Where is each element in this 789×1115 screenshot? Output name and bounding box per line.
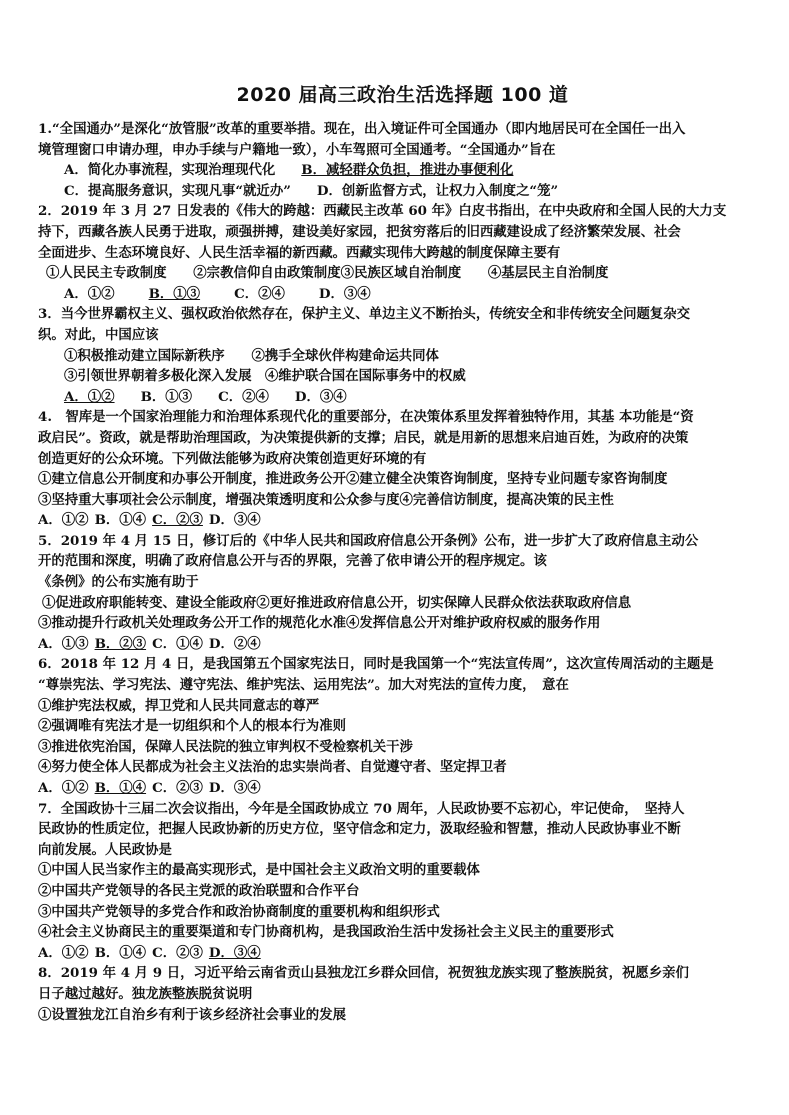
q3-option-c: C．②④: [218, 388, 269, 405]
q2-option-d: D．③④: [318, 285, 371, 302]
q6-stem-line-1: 6．2018 年 12 月 4 日，是我国第五个国家宪法日，同时是我国第一个“宪法宣传周”，这次宣传周活动的主题是: [38, 656, 714, 673]
q7-option-a: A．①②: [38, 944, 89, 961]
q6-option-a: A．①②: [38, 780, 89, 796]
question-5: [38, 531, 767, 655]
q1-option-c: C．提高服务意识，实现凡事“就近办”: [64, 182, 291, 199]
q5-stem-line-1: 5．2019 年 4 月 15 日，修订后的《中华人民共和国政府信息公开条例》公布，进一步扩大了政府信息主动公: [38, 532, 699, 549]
q4-stem-line-1: 4. 智库是一个国家治理能力和治理体系现代化的重要部分，在决策体系里发挥着独特作用，其基 本功能是“资: [38, 409, 694, 426]
q5-statement-row-2: ③推动提升行政机关处理政务公开工作的规范化水准④发挥信息公开对维护政府权威的服务作用: [38, 615, 601, 632]
q2-stem-line-2: 持下，西藏各族人民勇于进取，顽强拼搏，建设美好家园，把贫穷落后的旧西藏建设成了经济繁荣发展、社会: [38, 223, 681, 240]
q5-statement-row-1: ①促进政府职能转变、建设全能政府②更好推进政府信息公开，切实保障人民群众依法获取政府信息: [42, 594, 632, 611]
q6-option-b: B．①④: [94, 780, 147, 796]
question-8: [38, 963, 767, 1025]
q1-option-d: D．创新监督方式，让权力入制度之“笼”: [316, 182, 559, 199]
q1-stem-line-2: 境管理窗口申请办理，申办手续与户籍地一致），小车驾照可全国通考。“全国通办”旨在: [38, 141, 556, 158]
q5-option-c: C．①④: [152, 635, 203, 652]
q6-options: [38, 778, 767, 799]
question-6: [38, 654, 767, 798]
q7-option-d: D．③④: [208, 944, 261, 961]
question-7: [38, 799, 767, 964]
q4-option-d: D．③④: [208, 512, 261, 529]
q4-option-c: C．②③: [152, 512, 203, 529]
question-2: [38, 201, 767, 304]
question-3: [38, 304, 767, 407]
q7-statement-4: ④社会主义协商民主的重要渠道和专门协商机构，是我国政治生活中发扬社会主义民主的重要形式: [38, 924, 614, 941]
q3-option-a: A．①②: [64, 388, 115, 405]
q3-stem-line-2: 织。对此，中国应该: [38, 326, 159, 343]
q3-option-b: B．①③: [140, 388, 193, 405]
question-1: [38, 119, 767, 201]
q5-option-b: B．②③: [94, 635, 147, 652]
q2-option-a: A．①②: [64, 285, 115, 302]
q5-options: [38, 634, 767, 655]
q5-stem-line-3: 《条例》的公布实施有助于: [38, 574, 199, 591]
q4-statement-row-1: ①建立信息公开制度和办事公开制度，推进政务公开②建立健全决策咨询制度，坚持专业问题专家咨询制度: [38, 471, 668, 488]
q6-stem-line-2: “尊崇宪法、学习宪法、遵守宪法、维护宪法、运用宪法”。加大对宪法的宣传力度， 意在: [38, 677, 569, 694]
q6-statement-1: ①维护宪法权威，捍卫党和人民共同意志的尊严: [38, 697, 320, 714]
q2-options: [38, 284, 767, 305]
q4-stem-line-3: 创造更好的公众环境。下列做法能够为政府决策创造更好环境的有: [38, 450, 427, 467]
q7-option-b: B．①④: [94, 944, 147, 961]
q1-stem-line-1: 1.“全国通办”是深化“放管服”改革的重要举措。现在，出入境证件可全国通办（即内地居民可在全国任一出入: [38, 121, 686, 137]
q6-statement-3: ③推进依宪治国，保障人民法院的独立审判权不受检察机关干涉: [38, 738, 413, 755]
q2-option-c: C．②④: [234, 285, 285, 302]
q7-options: [38, 943, 767, 964]
q6-option-d: D．③④: [208, 780, 261, 796]
q1-option-b: B．减轻群众负担，推进办事便利化: [301, 162, 514, 179]
q7-statement-1: ①中国人民当家作主的最高实现形式，是中国社会主义政治文明的重要载体: [38, 862, 480, 879]
q4-stem-line-2: 政启民”。资政，就是帮助治理国政，为决策提供新的支撑；启民，就是用新的思想来启迪百姓，为政府的决策: [38, 429, 689, 446]
q3-option-d: D．③④: [294, 388, 347, 405]
q4-statement-row-2: ③坚持重大事项社会公示制度，增强决策透明度和公众参与度④完善信访制度，提高决策的民主性: [38, 491, 614, 508]
q6-statement-2: ②强调唯有宪法才是一切组织和个人的根本行为准则: [38, 718, 346, 735]
q2-option-b: B．①③: [148, 285, 201, 302]
q3-statement-row-2: ③引领世界朝着多极化深入发展 ④维护联合国在国际事务中的权威: [64, 368, 466, 385]
q1-options-row-2: [38, 181, 767, 202]
q2-stem-line-1: 2．2019 年 3 月 27 日发表的《伟大的跨越：西藏民主改革 60 年》白皮书指出，在中央政府和全国人民的大力支: [38, 203, 727, 220]
q4-options: [38, 510, 767, 531]
q7-stem-line-2: 民政协的性质定位，把握人民政协新的历史方位，坚守信念和定力，汲取经验和智慧，推动人民政协事业不断: [38, 821, 681, 838]
q8-stem-line-2: 日子越过越好。独龙族整族脱贫说明: [38, 985, 253, 1002]
q3-stem-line-1: 3．当今世界霸权主义、强权政治依然存在，保护主义、单边主义不断抬头，传统安全和非传统安全问题复杂交: [38, 306, 691, 323]
q2-statements: ①人民民主专政制度 ②宗教信仰自由政策制度③民族区域自治制度 ④基层民主自治制度: [46, 265, 609, 282]
q7-statement-2: ②中国共产党领导的各民主党派的政治联盟和合作平台: [38, 882, 360, 899]
q8-stem-line-1: 8．2019 年 4 月 9 日，习近平给云南省贡山县独龙江乡群众回信，祝贺独龙族实现了整族脱贫，祝愿乡亲们: [38, 965, 689, 982]
q3-options: [38, 387, 767, 408]
q1-options-row-1: [38, 160, 767, 181]
q4-option-a: A．①②: [38, 512, 89, 529]
q3-statement-row-1: ①积极推动建立国际新秩序 ②携手全球伙伴构建命运共同体: [64, 347, 439, 364]
q7-stem-line-3: 向前发展。人民政协是: [38, 841, 172, 858]
q5-option-d: D．②④: [208, 635, 261, 652]
q5-option-a: A．①③: [38, 635, 89, 652]
q7-option-c: C．②③: [152, 944, 203, 961]
q7-statement-3: ③中国共产党领导的多党合作和政治协商制度的重要机构和组织形式: [38, 903, 440, 920]
q2-stem-line-3: 全面进步、生态环境良好、人民生活幸福的新西藏。西藏实现伟大跨越的制度保障主要有: [38, 244, 561, 261]
q8-statement-1: ①设置独龙江自治乡有利于该乡经济社会事业的发展: [38, 1006, 346, 1023]
q4-option-b: B．①④: [94, 512, 147, 529]
q7-stem-line-1: 7．全国政协十三届二次会议指出，今年是全国政协成立 70 周年，人民政协要不忘初心，牢记使命， 坚持人: [38, 800, 685, 817]
q6-statement-4: ④努力使全体人民都成为社会主义法治的忠实崇尚者、自觉遵守者、坚定捍卫者: [38, 759, 507, 776]
q5-stem-line-2: 开的范围和深度，明确了政府信息公开与否的界限，完善了依申请公开的程序规定。该: [38, 553, 547, 570]
q6-option-c: C．②③: [152, 780, 203, 796]
document-title: 2020 届高三政治生活选择题 100 道: [236, 84, 569, 106]
question-4: [38, 407, 767, 531]
q1-option-a: A．简化办事流程，实现治理现代化: [64, 162, 276, 179]
